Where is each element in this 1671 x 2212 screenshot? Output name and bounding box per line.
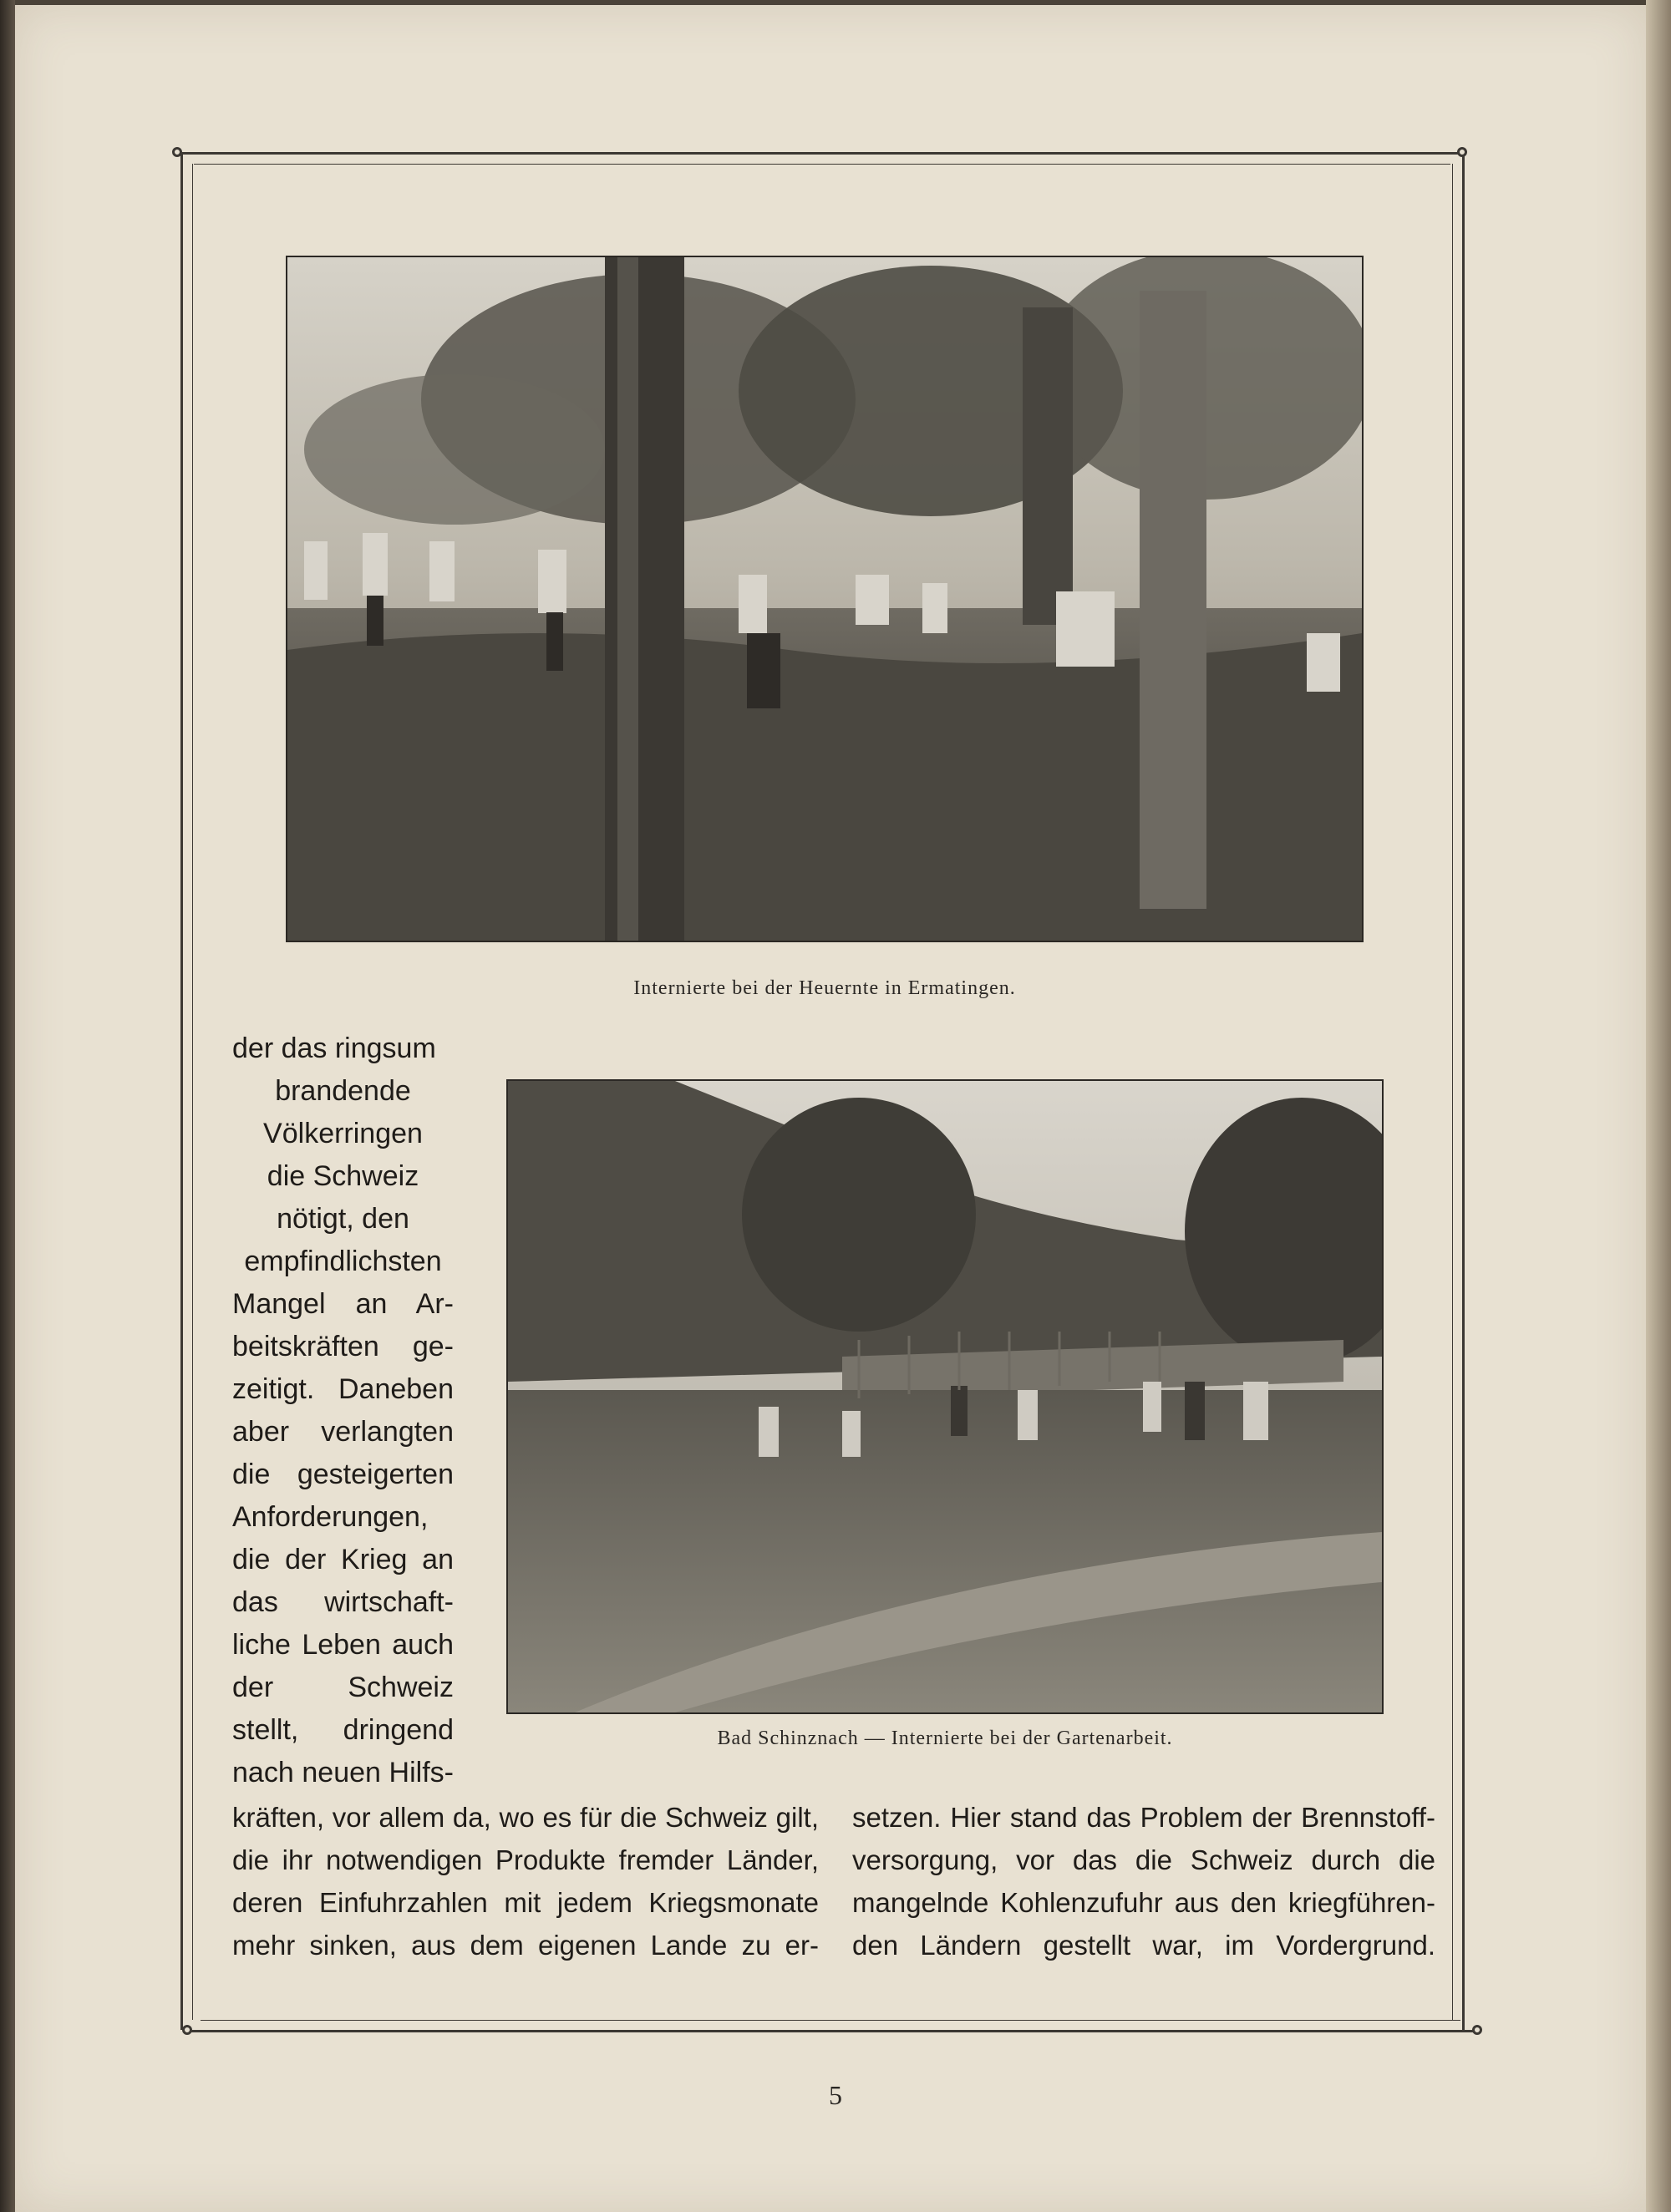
right-column-line: den Ländern gestellt war, im Vordergrund. xyxy=(852,1930,1435,1961)
frame-corner-bottom-left xyxy=(182,2025,192,2035)
frame-right-inner xyxy=(1452,164,1453,2020)
photo-hay-harvest xyxy=(286,256,1364,942)
left-column-line: deren Einfuhrzahlen mit jedem Kriegsmonate xyxy=(232,1887,819,1918)
caption-hay-harvest: Internierte bei der Heuernte in Ermatingen. xyxy=(633,977,1016,999)
side-text-line: der Schweiz xyxy=(232,1672,454,1703)
frame-top-inner xyxy=(194,164,1450,165)
book-spine xyxy=(0,0,15,2212)
frame-corner-top-left xyxy=(172,147,182,157)
caption-garden-work: Bad Schinznach — Internierte bei der Gartenarbeit. xyxy=(717,1727,1173,1749)
side-text-line: Anforderungen, xyxy=(232,1501,429,1533)
photo-garden-work xyxy=(506,1079,1384,1714)
frame-bottom-inner xyxy=(201,2020,1460,2021)
side-text-line: nötigt, den xyxy=(277,1203,409,1235)
side-text-line: liche Leben auch xyxy=(232,1629,454,1661)
frame-bottom xyxy=(189,2030,1477,2032)
frame-right xyxy=(1462,154,1465,2030)
frame-left-inner xyxy=(192,164,193,2020)
page-number: 5 xyxy=(829,2080,842,2110)
side-text-line: stellt, dringend xyxy=(232,1714,454,1746)
page-edge xyxy=(1646,0,1671,2212)
side-text-line: die der Krieg an xyxy=(232,1544,454,1575)
frame-top xyxy=(179,152,1465,155)
right-column-line: versorgung, vor das die Schweiz durch die xyxy=(852,1844,1435,1875)
side-text-line: die gesteigerten xyxy=(232,1459,454,1490)
side-text-line: das wirtschaft- xyxy=(232,1586,454,1618)
right-column-line: mangelnde Kohlenzufuhr aus den kriegführen- xyxy=(852,1887,1435,1918)
side-text-line: beitskräften ge- xyxy=(232,1331,454,1362)
frame-left xyxy=(180,154,183,2030)
side-text-line: die Schweiz xyxy=(267,1160,419,1192)
side-text-line: nach neuen Hilfs- xyxy=(232,1757,454,1788)
right-column-line: setzen. Hier stand das Problem der Brennstoff- xyxy=(852,1802,1435,1833)
side-text-line: Mangel an Ar- xyxy=(232,1288,454,1320)
side-text-line: aber verlangten xyxy=(232,1416,454,1448)
side-text-line: brandende xyxy=(275,1075,411,1107)
left-column-line: mehr sinken, aus dem eigenen Lande zu er- xyxy=(232,1930,819,1961)
side-text-line: der das ringsum xyxy=(232,1032,436,1064)
side-text-line: zeitigt. Daneben xyxy=(232,1373,454,1405)
side-text-line: empfindlichsten xyxy=(244,1246,442,1277)
frame-corner-bottom-right xyxy=(1472,2025,1482,2035)
left-column-line: die ihr notwendigen Produkte fremder Länder, xyxy=(232,1844,819,1875)
left-column-line: kräften, vor allem da, wo es für die Schweiz gilt, xyxy=(232,1802,819,1833)
side-text-line: Völkerringen xyxy=(263,1118,423,1149)
frame-corner-top-right xyxy=(1457,147,1467,157)
